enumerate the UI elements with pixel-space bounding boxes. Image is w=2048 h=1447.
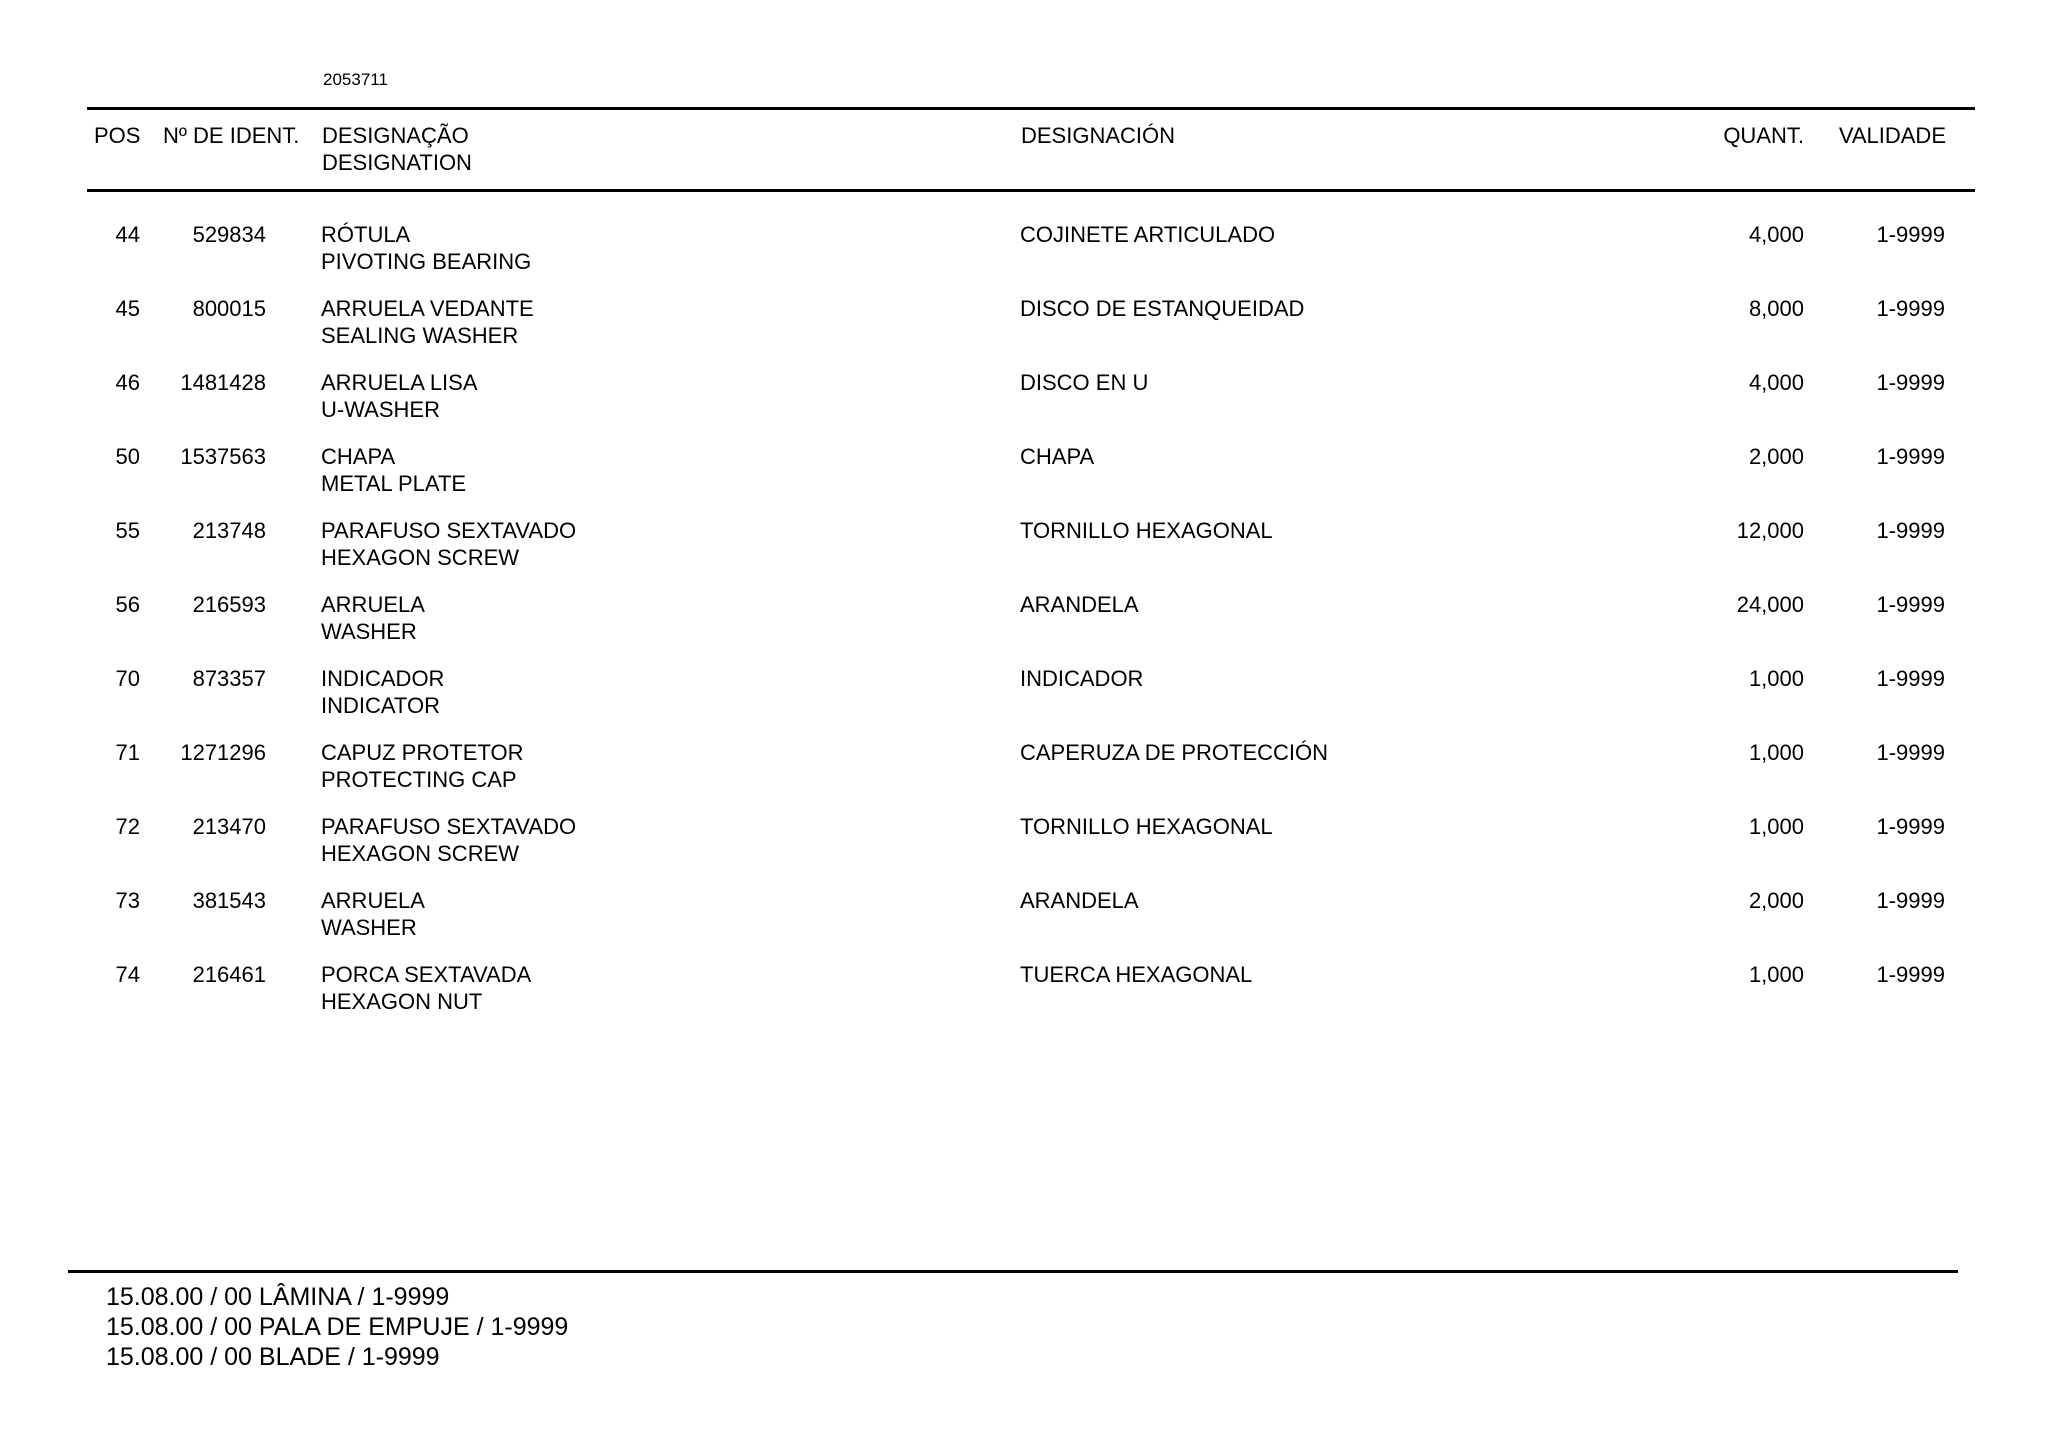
header-ident: Nº DE IDENT.: [163, 123, 300, 148]
row-quantity: 12,000: [1736, 518, 1804, 543]
row-quantity: 2,000: [1748, 444, 1804, 469]
row-designation-en: HEXAGON SCREW: [321, 841, 520, 866]
row-designation: [321, 739, 524, 793]
row-pos: 56: [115, 592, 140, 617]
row-designation-en: PIVOTING BEARING: [321, 249, 532, 274]
row-designation: [321, 961, 531, 1015]
table-row: [0, 369, 2048, 443]
row-designation-es: ARANDELA: [1020, 888, 1139, 913]
header-designacion: DESIGNACIÓN: [1021, 123, 1176, 148]
table-row: [0, 961, 2048, 1035]
table-row: [0, 887, 2048, 961]
row-designation: [321, 369, 478, 423]
row-designation-pt: CHAPA: [321, 444, 396, 469]
header-rule: [87, 189, 1975, 192]
footer-rule: [68, 1270, 1958, 1273]
header-designation-pt-en: [322, 122, 472, 176]
row-designation-es: CHAPA: [1020, 444, 1095, 469]
row-ident: 213470: [192, 814, 266, 839]
row-designation-es: TORNILLO HEXAGONAL: [1020, 518, 1273, 543]
row-pos: 45: [115, 296, 140, 321]
row-pos: 70: [115, 666, 140, 691]
table-row: [0, 443, 2048, 517]
row-quantity: 8,000: [1748, 296, 1804, 321]
row-designation-es: DISCO EN U: [1020, 370, 1149, 395]
footer-line: 15.08.00 / 00 BLADE / 1-9999: [106, 1343, 440, 1371]
header-validade: VALIDADE: [1838, 123, 1946, 148]
row-designation-pt: ARRUELA: [321, 592, 425, 617]
row-ident: 216461: [192, 962, 266, 987]
row-ident: 1481428: [180, 370, 266, 395]
header-quant: QUANT.: [1723, 123, 1804, 148]
row-designation: [321, 591, 425, 645]
row-designation: [321, 443, 466, 497]
row-designation: [321, 665, 444, 719]
row-quantity: 1,000: [1748, 962, 1804, 987]
row-quantity: 1,000: [1748, 666, 1804, 691]
row-quantity: 1,000: [1748, 814, 1804, 839]
row-validity: 1-9999: [1876, 814, 1945, 839]
footer-notes: [106, 1282, 568, 1372]
table-row: [0, 221, 2048, 295]
row-designation-es: TUERCA HEXAGONAL: [1020, 962, 1253, 987]
row-validity: 1-9999: [1876, 592, 1945, 617]
row-designation-en: WASHER: [321, 619, 417, 644]
row-designation-en: INDICATOR: [321, 693, 440, 718]
row-pos: 73: [115, 888, 140, 913]
row-designation-pt: PORCA SEXTAVADA: [321, 962, 532, 987]
row-designation-pt: INDICADOR: [321, 666, 445, 691]
row-pos: 71: [115, 740, 140, 765]
row-designation-es: INDICADOR: [1020, 666, 1144, 691]
row-validity: 1-9999: [1876, 888, 1945, 913]
row-validity: 1-9999: [1876, 370, 1945, 395]
row-designation: [321, 517, 576, 571]
row-designation: [321, 295, 534, 349]
header-designation: DESIGNATION: [322, 150, 472, 175]
row-quantity: 4,000: [1748, 370, 1804, 395]
header-pos: POS: [94, 123, 141, 148]
row-pos: 55: [115, 518, 140, 543]
row-pos: 44: [115, 222, 140, 247]
row-designation-en: U-WASHER: [321, 397, 440, 422]
row-designation: [321, 887, 425, 941]
row-designation-pt: ARRUELA: [321, 888, 425, 913]
row-designation-pt: ARRUELA VEDANTE: [321, 296, 534, 321]
row-designation-en: SEALING WASHER: [321, 323, 519, 348]
top-rule: [87, 107, 1975, 110]
row-validity: 1-9999: [1876, 444, 1945, 469]
row-validity: 1-9999: [1876, 740, 1945, 765]
row-designation-es: COJINETE ARTICULADO: [1020, 222, 1276, 247]
row-validity: 1-9999: [1876, 518, 1945, 543]
table-row: [0, 739, 2048, 813]
row-designation-es: ARANDELA: [1020, 592, 1139, 617]
table-row: [0, 591, 2048, 665]
row-designation-es: CAPERUZA DE PROTECCIÓN: [1020, 740, 1329, 765]
table-header: [0, 122, 2048, 182]
row-pos: 72: [115, 814, 140, 839]
row-validity: 1-9999: [1876, 296, 1945, 321]
row-designation-pt: PARAFUSO SEXTAVADO: [321, 814, 577, 839]
row-ident: 800015: [192, 296, 266, 321]
row-quantity: 4,000: [1748, 222, 1804, 247]
row-designation: [321, 813, 576, 867]
row-designation-es: TORNILLO HEXAGONAL: [1020, 814, 1273, 839]
row-validity: 1-9999: [1876, 666, 1945, 691]
row-ident: 216593: [192, 592, 266, 617]
row-designation-en: PROTECTING CAP: [321, 767, 517, 792]
row-quantity: 24,000: [1736, 592, 1804, 617]
table-row: [0, 665, 2048, 739]
row-designation-pt: ARRUELA LISA: [321, 370, 478, 395]
row-ident: 1271296: [180, 740, 266, 765]
row-ident: 529834: [192, 222, 266, 247]
document-number: 2053711: [323, 70, 388, 89]
row-ident: 873357: [192, 666, 266, 691]
header-designacao: DESIGNAÇÃO: [322, 123, 469, 148]
row-designation-en: WASHER: [321, 915, 417, 940]
row-pos: 46: [115, 370, 140, 395]
row-validity: 1-9999: [1876, 222, 1945, 247]
row-designation-en: METAL PLATE: [321, 471, 467, 496]
row-designation: [321, 221, 531, 275]
row-quantity: 1,000: [1748, 740, 1804, 765]
row-designation-es: DISCO DE ESTANQUEIDAD: [1020, 296, 1305, 321]
row-designation-pt: RÓTULA: [321, 222, 411, 247]
row-ident: 381543: [192, 888, 266, 913]
row-designation-pt: PARAFUSO SEXTAVADO: [321, 518, 577, 543]
table-row: [0, 295, 2048, 369]
row-pos: 74: [115, 962, 140, 987]
parts-table-body: [0, 221, 2048, 1035]
footer-line: 15.08.00 / 00 LÂMINA / 1-9999: [106, 1283, 450, 1311]
row-designation-pt: CAPUZ PROTETOR: [321, 740, 524, 765]
table-row: [0, 813, 2048, 887]
row-designation-en: HEXAGON NUT: [321, 989, 483, 1014]
row-designation-en: HEXAGON SCREW: [321, 545, 520, 570]
row-validity: 1-9999: [1876, 962, 1945, 987]
footer-line: 15.08.00 / 00 PALA DE EMPUJE / 1-9999: [106, 1313, 569, 1341]
row-quantity: 2,000: [1748, 888, 1804, 913]
row-ident: 213748: [192, 518, 266, 543]
table-row: [0, 517, 2048, 591]
row-pos: 50: [115, 444, 140, 469]
row-ident: 1537563: [180, 444, 266, 469]
